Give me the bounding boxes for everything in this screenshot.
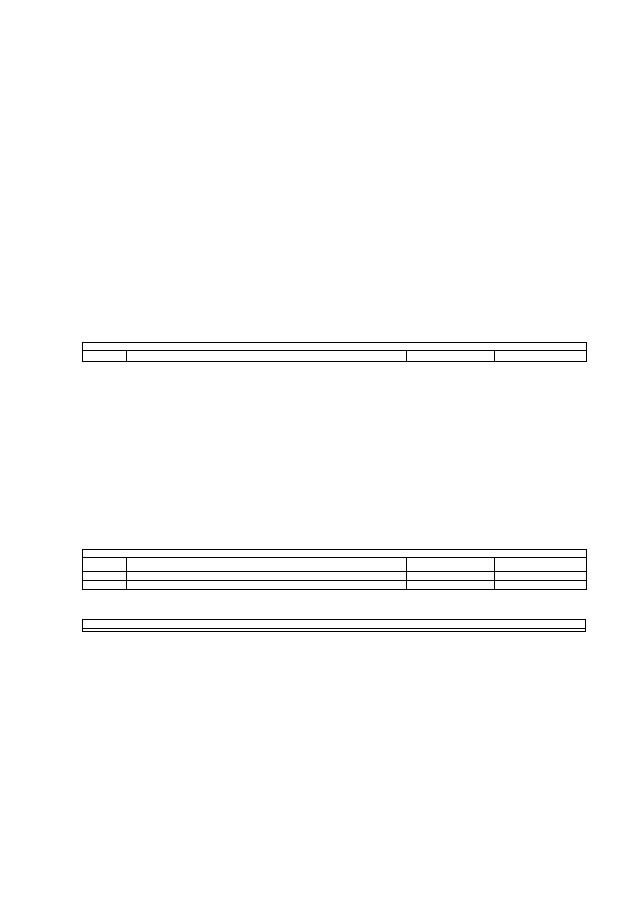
dynamics-value xyxy=(495,581,587,590)
section3-title xyxy=(83,343,587,351)
dynamics-label xyxy=(127,581,407,590)
section6-title xyxy=(83,620,586,629)
row-name xyxy=(127,572,407,581)
section4-title xyxy=(83,550,587,558)
dynamics-num-cell xyxy=(83,581,127,590)
col-header-year xyxy=(495,558,587,572)
col-header-unit xyxy=(407,351,495,362)
row-value xyxy=(495,572,587,581)
efficiency-table xyxy=(82,619,586,632)
dynamics-unit xyxy=(407,581,495,590)
col-header-name xyxy=(127,558,407,572)
row-unit xyxy=(407,572,495,581)
col-header-unit xyxy=(407,558,495,572)
planned-volume-table xyxy=(82,342,587,362)
col-header-num xyxy=(83,558,127,572)
col-header-name xyxy=(127,351,407,362)
row-num xyxy=(83,572,127,581)
section6-text xyxy=(83,629,586,632)
col-header-year xyxy=(495,351,587,362)
financial-needs-table xyxy=(82,549,587,590)
col-header-num xyxy=(83,351,127,362)
